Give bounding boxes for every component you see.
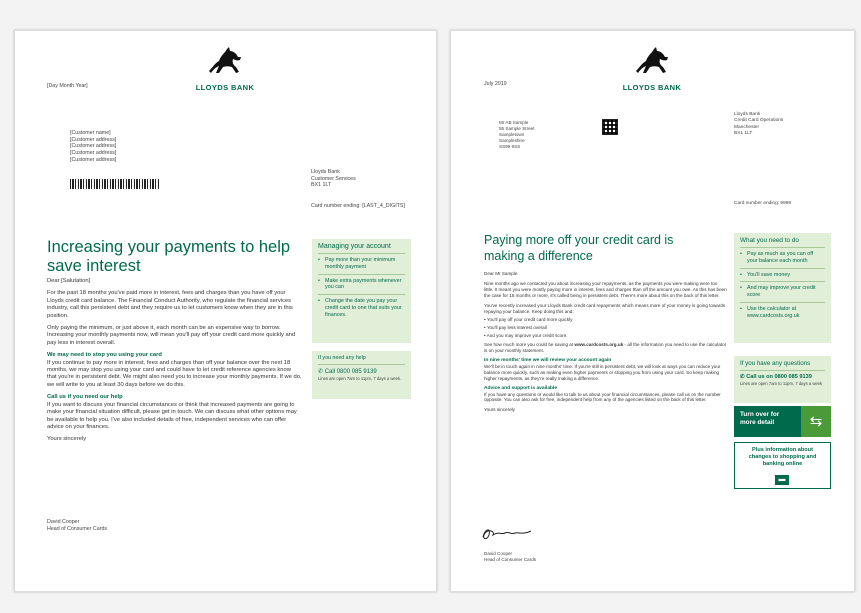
calculator-link[interactable]: www.cardcosts.org.uk	[574, 342, 624, 348]
black-horse-icon	[205, 45, 245, 77]
section-heading: Advice and support is available	[484, 385, 558, 391]
box-item: • Make extra payments whenever you can	[318, 274, 405, 295]
paragraph: Only paying the minimum, or just above it, each month can be an expensive way to borrow. Increasing your monthly payments now, will mean you'll pay off your credit card more quickly and pay less in interest overall.	[47, 325, 296, 346]
plus-info-text: Plus information about changes to shopping and banking online	[748, 447, 817, 467]
customer-address-block	[499, 120, 535, 150]
address-line: Manchester	[734, 124, 760, 130]
plus-info-box	[734, 442, 831, 489]
paragraph: We'll be in touch again in nine months' time. If you're still in persistent debt, we will look at ways you can reduce your balance more quickly, such as making even higher payments or stopping you from using your card. So keep making higher repayments, as they're really making a difference.	[484, 363, 721, 381]
help-box	[312, 351, 411, 399]
letter-body	[47, 278, 302, 449]
address-line: Customer Services	[311, 175, 356, 182]
paragraph: You've recently increased your Lloyds Bank credit card repayments which means more of your money is going towards repaying your balance. Keep doing this and:	[484, 302, 726, 314]
signature-block	[484, 551, 536, 563]
address-line: Mr AB Sample	[499, 120, 529, 125]
paragraph: If you have any questions or would like to talk to us about your financial circumstances, please call us on the number opposite. You can also ask for free, independent help from any of the agencies listed on the back of this letter.	[484, 391, 721, 403]
signature-name: David Cooper	[47, 519, 80, 525]
address-line: [Customer address]	[70, 143, 117, 150]
address-line: 55 Sample Street	[499, 125, 535, 131]
brand-name: LLOYDS BANK	[195, 83, 255, 92]
card-number: Card number ending: 9999	[734, 201, 792, 206]
salutation: Dear Mr Sample	[484, 271, 518, 276]
box-title: What you need to do	[740, 237, 799, 244]
letter-date: [Day Month Year]	[47, 83, 88, 89]
signature-name: David Cooper	[484, 551, 513, 556]
address-line: BX1 1LT	[734, 130, 753, 136]
help-phone	[318, 364, 405, 375]
address-line: [Customer address]	[70, 156, 117, 163]
box-item: • Change the date you pay your credit card to one that suits your finances.	[318, 294, 405, 321]
sender-address-block	[311, 169, 356, 189]
black-horse-icon	[632, 45, 672, 77]
questions-hours: Lines are open 7am to 11pm, 7 days a week	[740, 381, 823, 386]
paragraph: If you continue to pay more in interest, fees and charges than off your balance over the next 18 months, we may stop you using your card and could have to let credit reference agencies know that you're in persistent debt. We might also need you to increase your monthly payments. If we do, we will write to you at least 30 days before we do this.	[47, 359, 302, 388]
card-number: Card number ending: [LAST_4_DIGITS]	[311, 203, 405, 209]
letter-body	[484, 271, 727, 413]
paragraph: If you want to discuss your financial circumstances or think that increased payments are going to make your financial situation difficult, please get in touch. We can discuss what other options may be available to help you. I've also included details of free, independent services who can offer advice on your finances.	[47, 401, 297, 430]
letter-page-2	[450, 30, 855, 592]
customer-address-block	[70, 130, 116, 164]
section-heading: In nine months' time we will review your account again	[484, 357, 612, 363]
help-title: If you need any help	[318, 355, 366, 361]
phone-number: Call 0800 085 9139	[324, 368, 377, 375]
letter-date: July 2019	[484, 81, 507, 87]
address-line: Sampletown	[499, 131, 525, 137]
brand-name: LLOYDS BANK	[622, 83, 682, 92]
address-line: BX1 1LT	[311, 182, 332, 189]
paragraph: Nine months ago we contacted you about increasing your repayments, as the payments you were making were too little. It meant you were mostly paying more in interest, fees and charges than off the amount you owe. As this has been the case for 18 months or more, it's called being in persistent debt. There's more about this on the back of this letter.	[484, 280, 727, 298]
salutation: Dear [Salutation]	[47, 278, 91, 284]
address-line: Lloyds Bank	[734, 112, 761, 117]
signature-role: Head of Consumer Cards	[484, 556, 537, 562]
box-item: • Use the calculator at www.cardcosts.org.uk	[740, 302, 825, 323]
section-heading: We may need to stop you using your card	[47, 352, 162, 359]
help-hours: Lines are open 7am to 11pm, 7 days a week.	[318, 375, 402, 381]
qr-code	[602, 119, 618, 135]
paragraph: See how much more you could be saving at www.cardcosts.org.uk - all the information you need to use the calculator is on your monthly statement.	[484, 342, 727, 354]
lloyds-logo	[190, 45, 260, 92]
box-item: • You'll save money	[740, 268, 825, 282]
sender-address-block	[734, 112, 783, 137]
signoff: Yours sincerely	[484, 407, 515, 413]
signature-block	[47, 519, 107, 532]
letter-page-1	[14, 30, 437, 592]
phone-icon: ✆	[740, 374, 745, 380]
address-line: Sampleshire	[499, 137, 525, 143]
box-item: • And may improve your credit score	[740, 281, 825, 302]
bullet-item: • You'll pay off your credit card more quickly	[484, 317, 573, 323]
turn-over-text: Turn over for more detail	[740, 411, 780, 426]
address-line: Lloyds Bank	[311, 169, 340, 175]
managing-account-box	[312, 239, 411, 343]
box-title: If you have any questions	[740, 360, 811, 367]
address-line: Credit Card Operations	[734, 118, 784, 124]
letter-title: Paying more off your credit card is making a difference	[484, 233, 674, 263]
what-you-need-box	[734, 233, 831, 343]
questions-phone	[740, 370, 825, 380]
address-line: SS99 9SS	[499, 143, 521, 149]
questions-box	[734, 356, 831, 403]
handwritten-signature	[479, 523, 539, 543]
address-line: [Customer address]	[70, 150, 117, 157]
turn-over-arrows-icon: ⇆	[801, 406, 831, 437]
bullet-item: • And you may improve your credit score.	[484, 333, 568, 339]
lloyds-logo	[617, 45, 687, 92]
signoff: Yours sincerely	[47, 436, 87, 443]
paragraph: For the past 18 months you've paid more in interest, fees and charges than you have off your Lloyds credit card balance. The Financial Conduct Authority, who regulate the financial services industry, call this persistent debt and they require us to let customers know when they are in this position.	[47, 290, 293, 319]
phone-icon: ✆	[318, 368, 324, 375]
box-title: Managing your account	[318, 243, 391, 250]
box-item: • Pay as much as you can off your balance each month	[740, 247, 825, 268]
phone-number: Call us on 0800 085 9139	[746, 374, 812, 380]
section-heading: Call us if you need our help	[47, 394, 123, 401]
postal-barcode	[70, 179, 160, 189]
signature-role: Head of Consumer Cards	[47, 525, 108, 532]
box-item: • Pay more than your minimum monthly payment	[318, 253, 405, 274]
turn-over-banner	[734, 406, 831, 437]
letter-title: Increasing your payments to help save interest	[47, 238, 291, 275]
address-line: [Customer name]	[70, 130, 111, 136]
card-icon: ▬	[775, 475, 789, 485]
bullet-item: • You'll pay less interest overall	[484, 325, 547, 331]
address-line: [Customer address]	[70, 136, 117, 143]
